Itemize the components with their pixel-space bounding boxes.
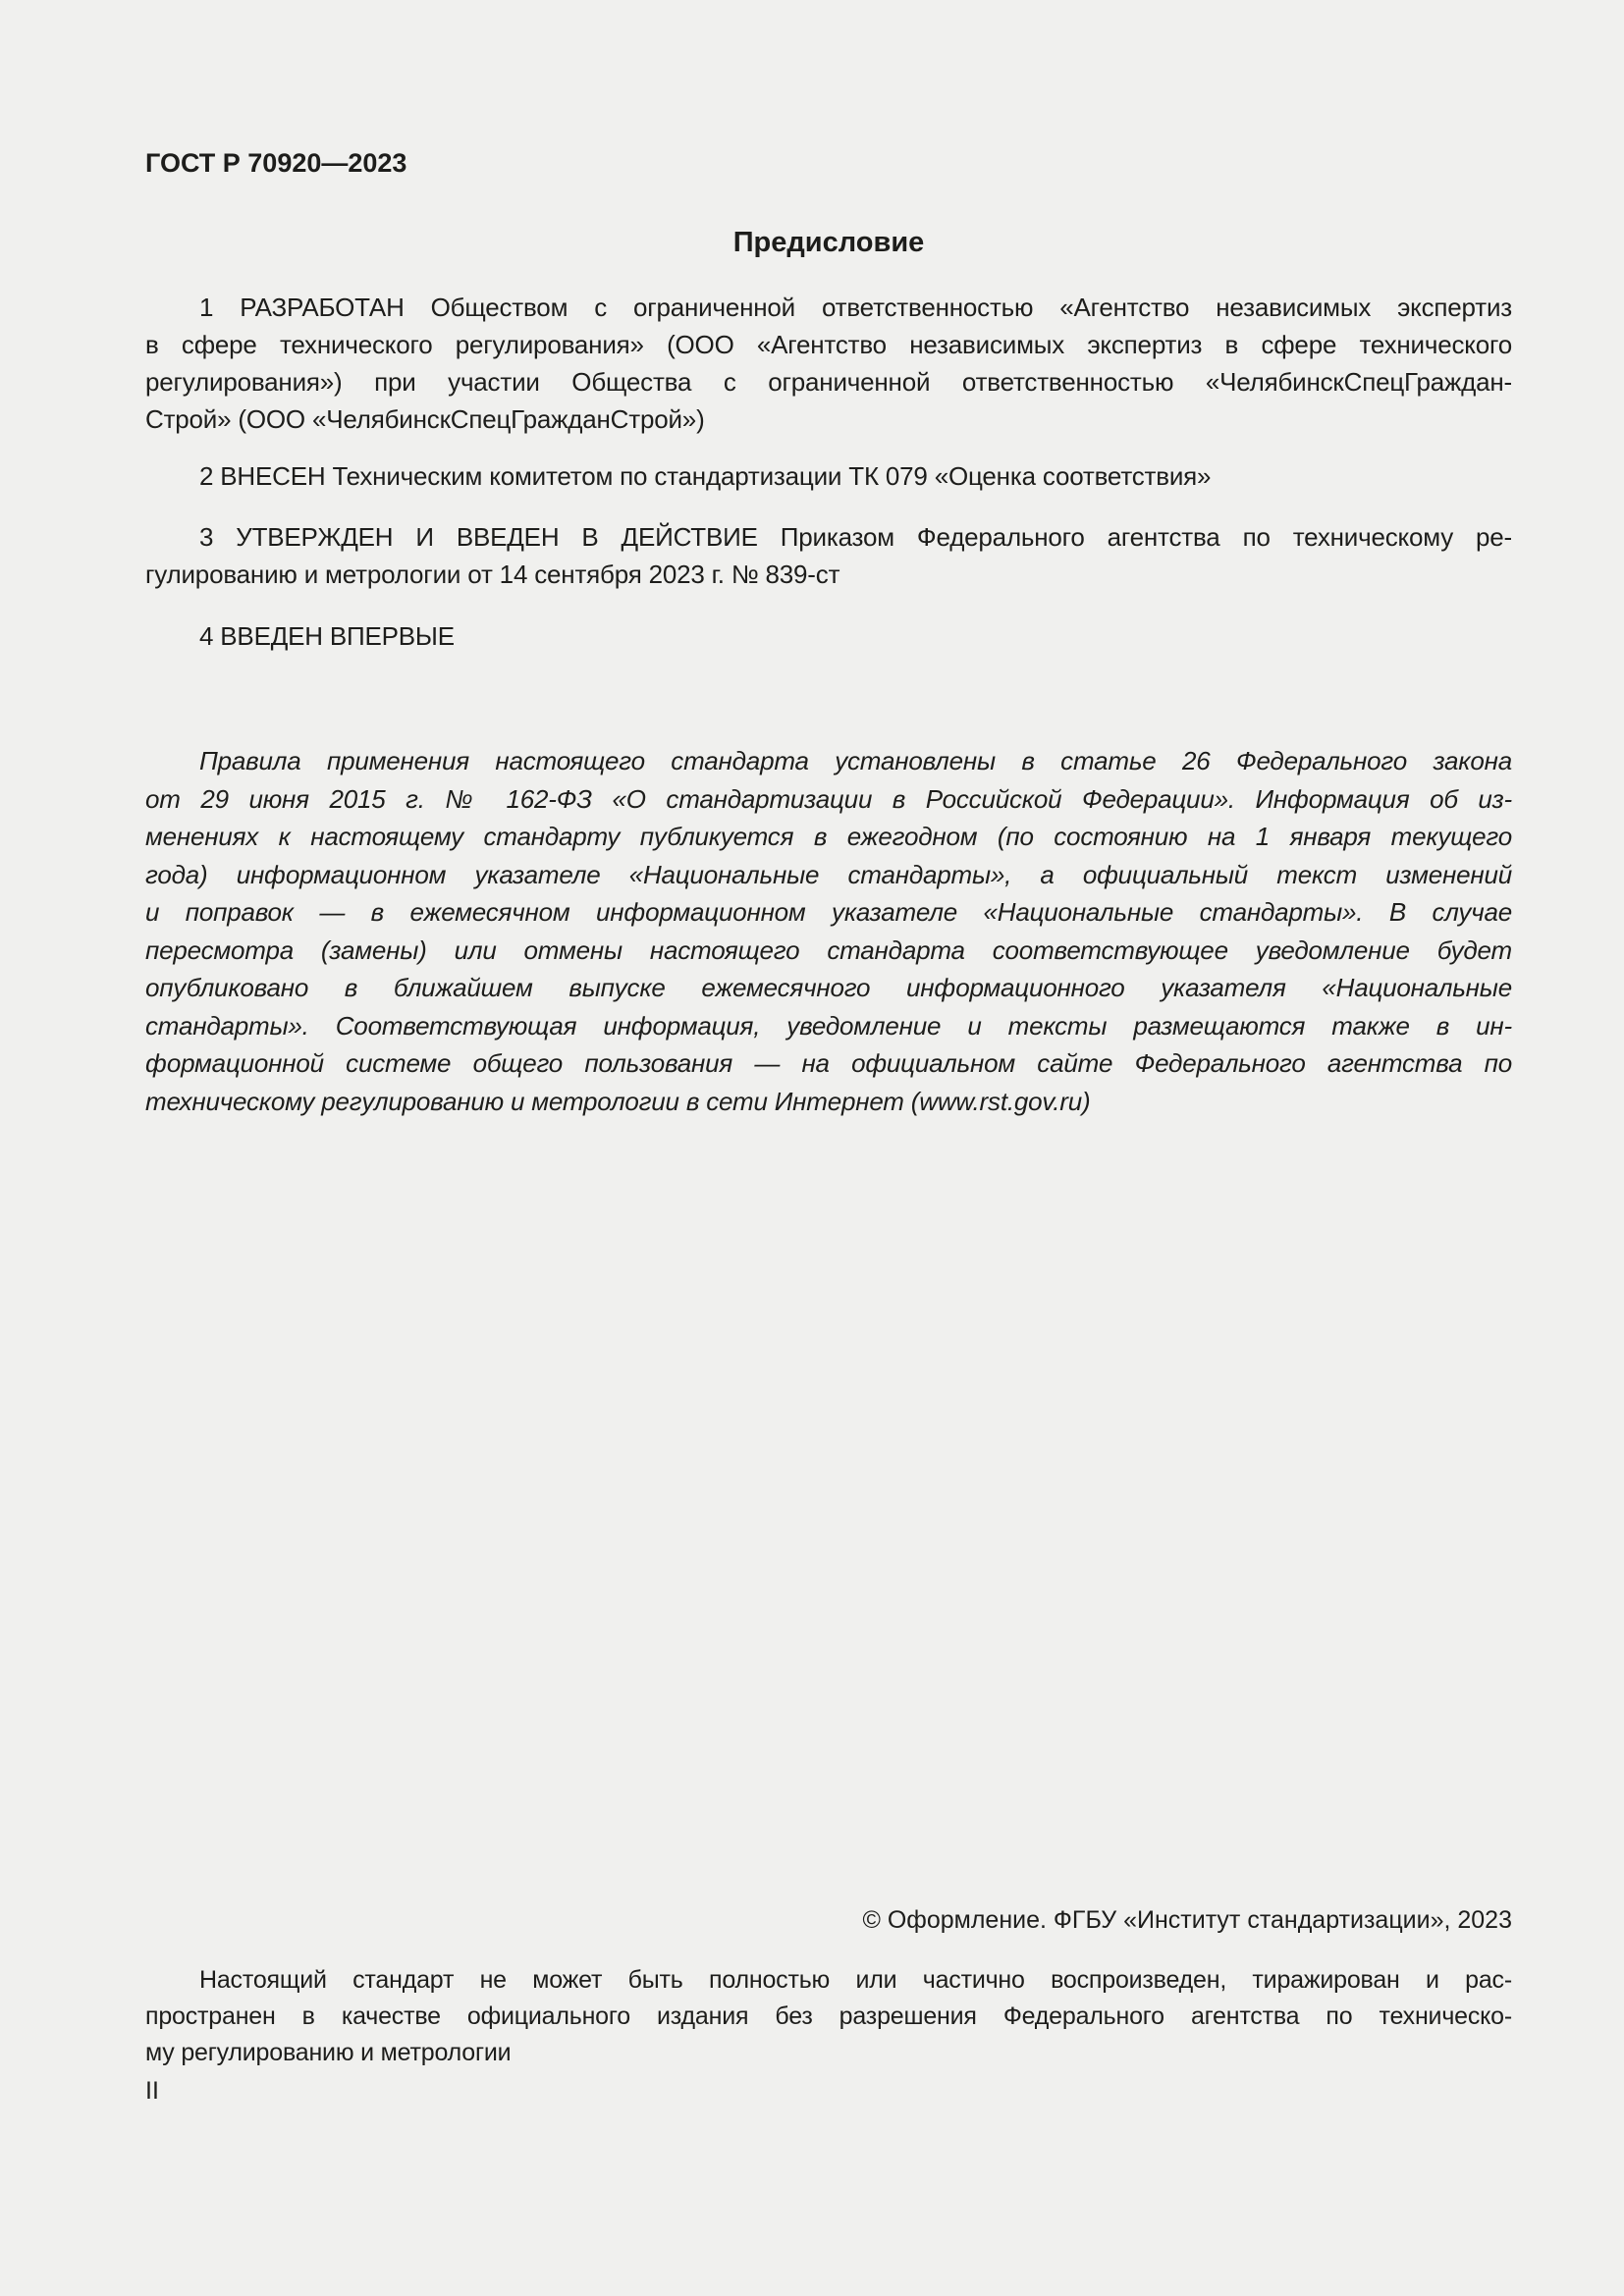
text-line: от 29 июня 2015 г. № 162-ФЗ «О стандартизации в Российской Федерации». Информация об из- [145,783,1512,814]
foreword-item-developed [145,289,1512,438]
text-line: му регулированию и метрологии [145,2039,512,2066]
text-line: года) информационном указателе «Национальные стандарты», а официальный текст изменений [145,859,1512,889]
page-number: II [145,2077,159,2105]
text-line: 3 УТВЕРЖДЕН И ВВЕДЕН В ДЕЙСТВИЕ Приказом Федерального агентства по техническому ре- [199,522,1512,552]
text-line: техническому регулированию и метрологии в сети Интернет (www.rst.gov.ru) [145,1086,1091,1116]
text-line: стандарты». Соответствующая информация, уведомление и тексты размещаются также в ин- [145,1010,1512,1041]
foreword-item-approved [145,518,1512,593]
text-line: регулирования») при участии Общества с ограниченной ответственностью «ЧелябинскСпецГраждан- [145,367,1512,397]
text-line: 2 ВНЕСЕН Техническим комитетом по стандартизации ТК 079 «Оценка соответствия» [199,461,1212,491]
text-line: в сфере технического регулирования» (ООО «Агентство независимых экспертиз в сфере технического [145,330,1512,359]
text-line: пространен в качестве официального издания без разрешения Федерального агентства по техническо- [145,2002,1512,2030]
text-line: 4 ВВЕДЕН ВПЕРВЫЕ [199,621,455,651]
text-line: 1 РАЗРАБОТАН Обществом с ограниченной ответственностью «Агентство независимых экспертиз [199,293,1512,322]
text-line: формационной системе общего пользования — на официальном сайте Федерального агентства по [145,1048,1512,1078]
copyright-line: © Оформление. ФГБУ «Институт стандартизации», 2023 [862,1906,1512,1934]
text-line: и поправок — в ежемесячном информационном указателе «Национальные стандарты». В случае [145,897,1512,927]
foreword-item-introduced [145,617,1512,655]
text-line: Настоящий стандарт не может быть полностью или частично воспроизведен, тиражирован и рас- [199,1966,1512,1994]
text-line: Строй» (ООО «ЧелябинскСпецГражданСтрой») [145,404,705,434]
text-line: менениях к настоящему стандарту публикуется в ежегодном (по состоянию на 1 января текущего [145,822,1512,851]
application-rules-note [145,742,1512,1120]
text-line: опубликовано в ближайшем выпуске ежемесячного информационного указателя «Национальные [145,973,1512,1002]
foreword-title: Предисловие [732,227,925,258]
foreword-item-submitted [145,457,1512,495]
text-line: гулированию и метрологии от 14 сентября 2023 г. № 839-ст [145,560,840,589]
reproduction-restriction-note [145,1962,1512,2071]
text-line: Правила применения настоящего стандарта установлены в статье 26 Федерального закона [199,746,1512,775]
text-line: пересмотра (замены) или отмены настоящего стандарта соответствующее уведомление будет [145,934,1512,965]
standard-code: ГОСТ Р 70920—2023 [145,148,407,178]
